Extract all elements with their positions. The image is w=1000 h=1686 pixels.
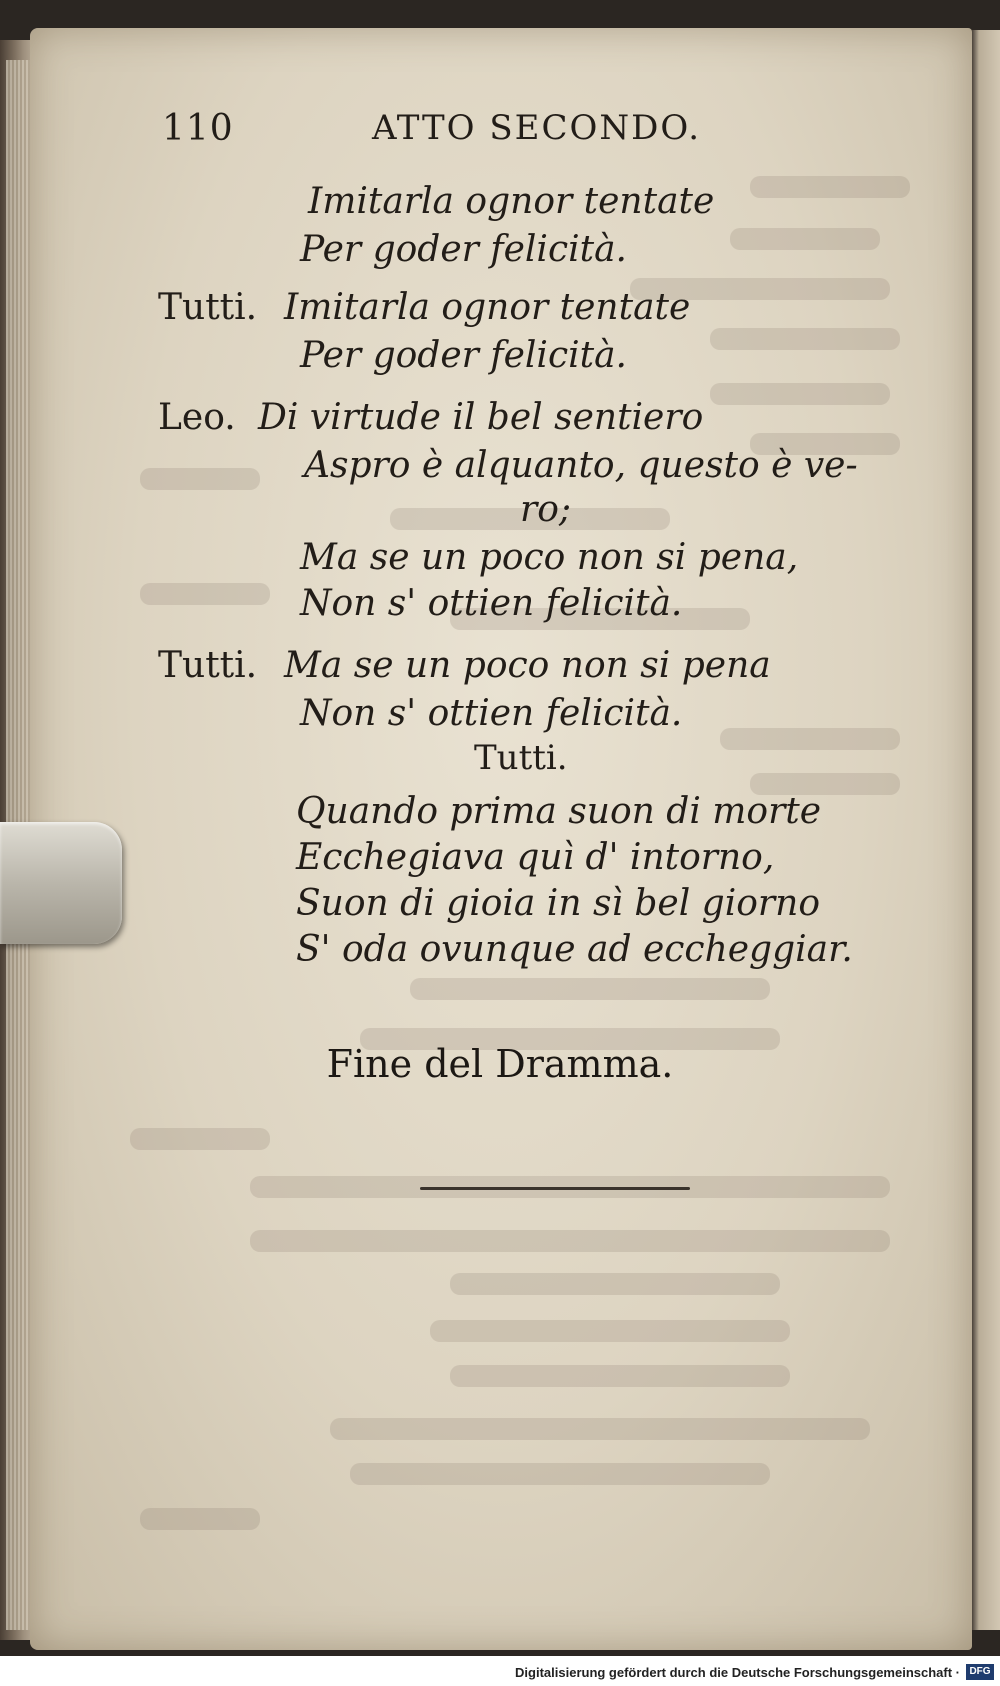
page-clip (0, 822, 122, 944)
verse-line: Ma se un poco non si pena, (300, 537, 799, 578)
verse-line: ro; (520, 489, 572, 530)
dfg-logo: DFG (966, 1664, 994, 1680)
speaker-label: Tutti. (158, 645, 258, 686)
page-number: 110 (162, 108, 234, 149)
chorus-line: Suon di gioia in sì bel giorno (296, 883, 820, 924)
footer-bar (0, 1656, 1000, 1686)
verse-line: Ma se un poco non si pena (284, 645, 771, 686)
verse-line: Imitarla ognor tentate (308, 181, 715, 222)
verse-line: Aspro è alquanto, questo è ve- (304, 445, 858, 486)
chorus-line: S' oda ovunque ad eccheggiar. (296, 929, 853, 970)
chorus-line: Quando prima suon di morte (296, 791, 822, 832)
end-title: Fine del Dramma. (326, 1042, 674, 1086)
speaker-label: Tutti. (158, 287, 258, 328)
chorus-heading: Tutti. (474, 738, 568, 778)
chorus-line: Ecchegiava quì d' intorno, (296, 837, 775, 878)
speaker-label: Leo. (158, 397, 236, 438)
verse-line: Imitarla ognor tentate (284, 287, 691, 328)
running-head: ATTO SECONDO. (372, 108, 702, 148)
adjacent-page-edge (970, 30, 1000, 1630)
footer-credit: Digitalisierung gefördert durch die Deutsche Forschungsgemeinschaft · (515, 1665, 960, 1680)
verse-line: Per goder felicità. (300, 335, 627, 376)
verse-line: Di virtude il bel sentiero (258, 397, 704, 438)
closing-rule (420, 1187, 690, 1190)
verse-line: Per goder felicità. (300, 229, 627, 270)
verse-line: Non s' ottien felicità. (300, 693, 683, 734)
verse-line: Non s' ottien felicità. (300, 583, 683, 624)
